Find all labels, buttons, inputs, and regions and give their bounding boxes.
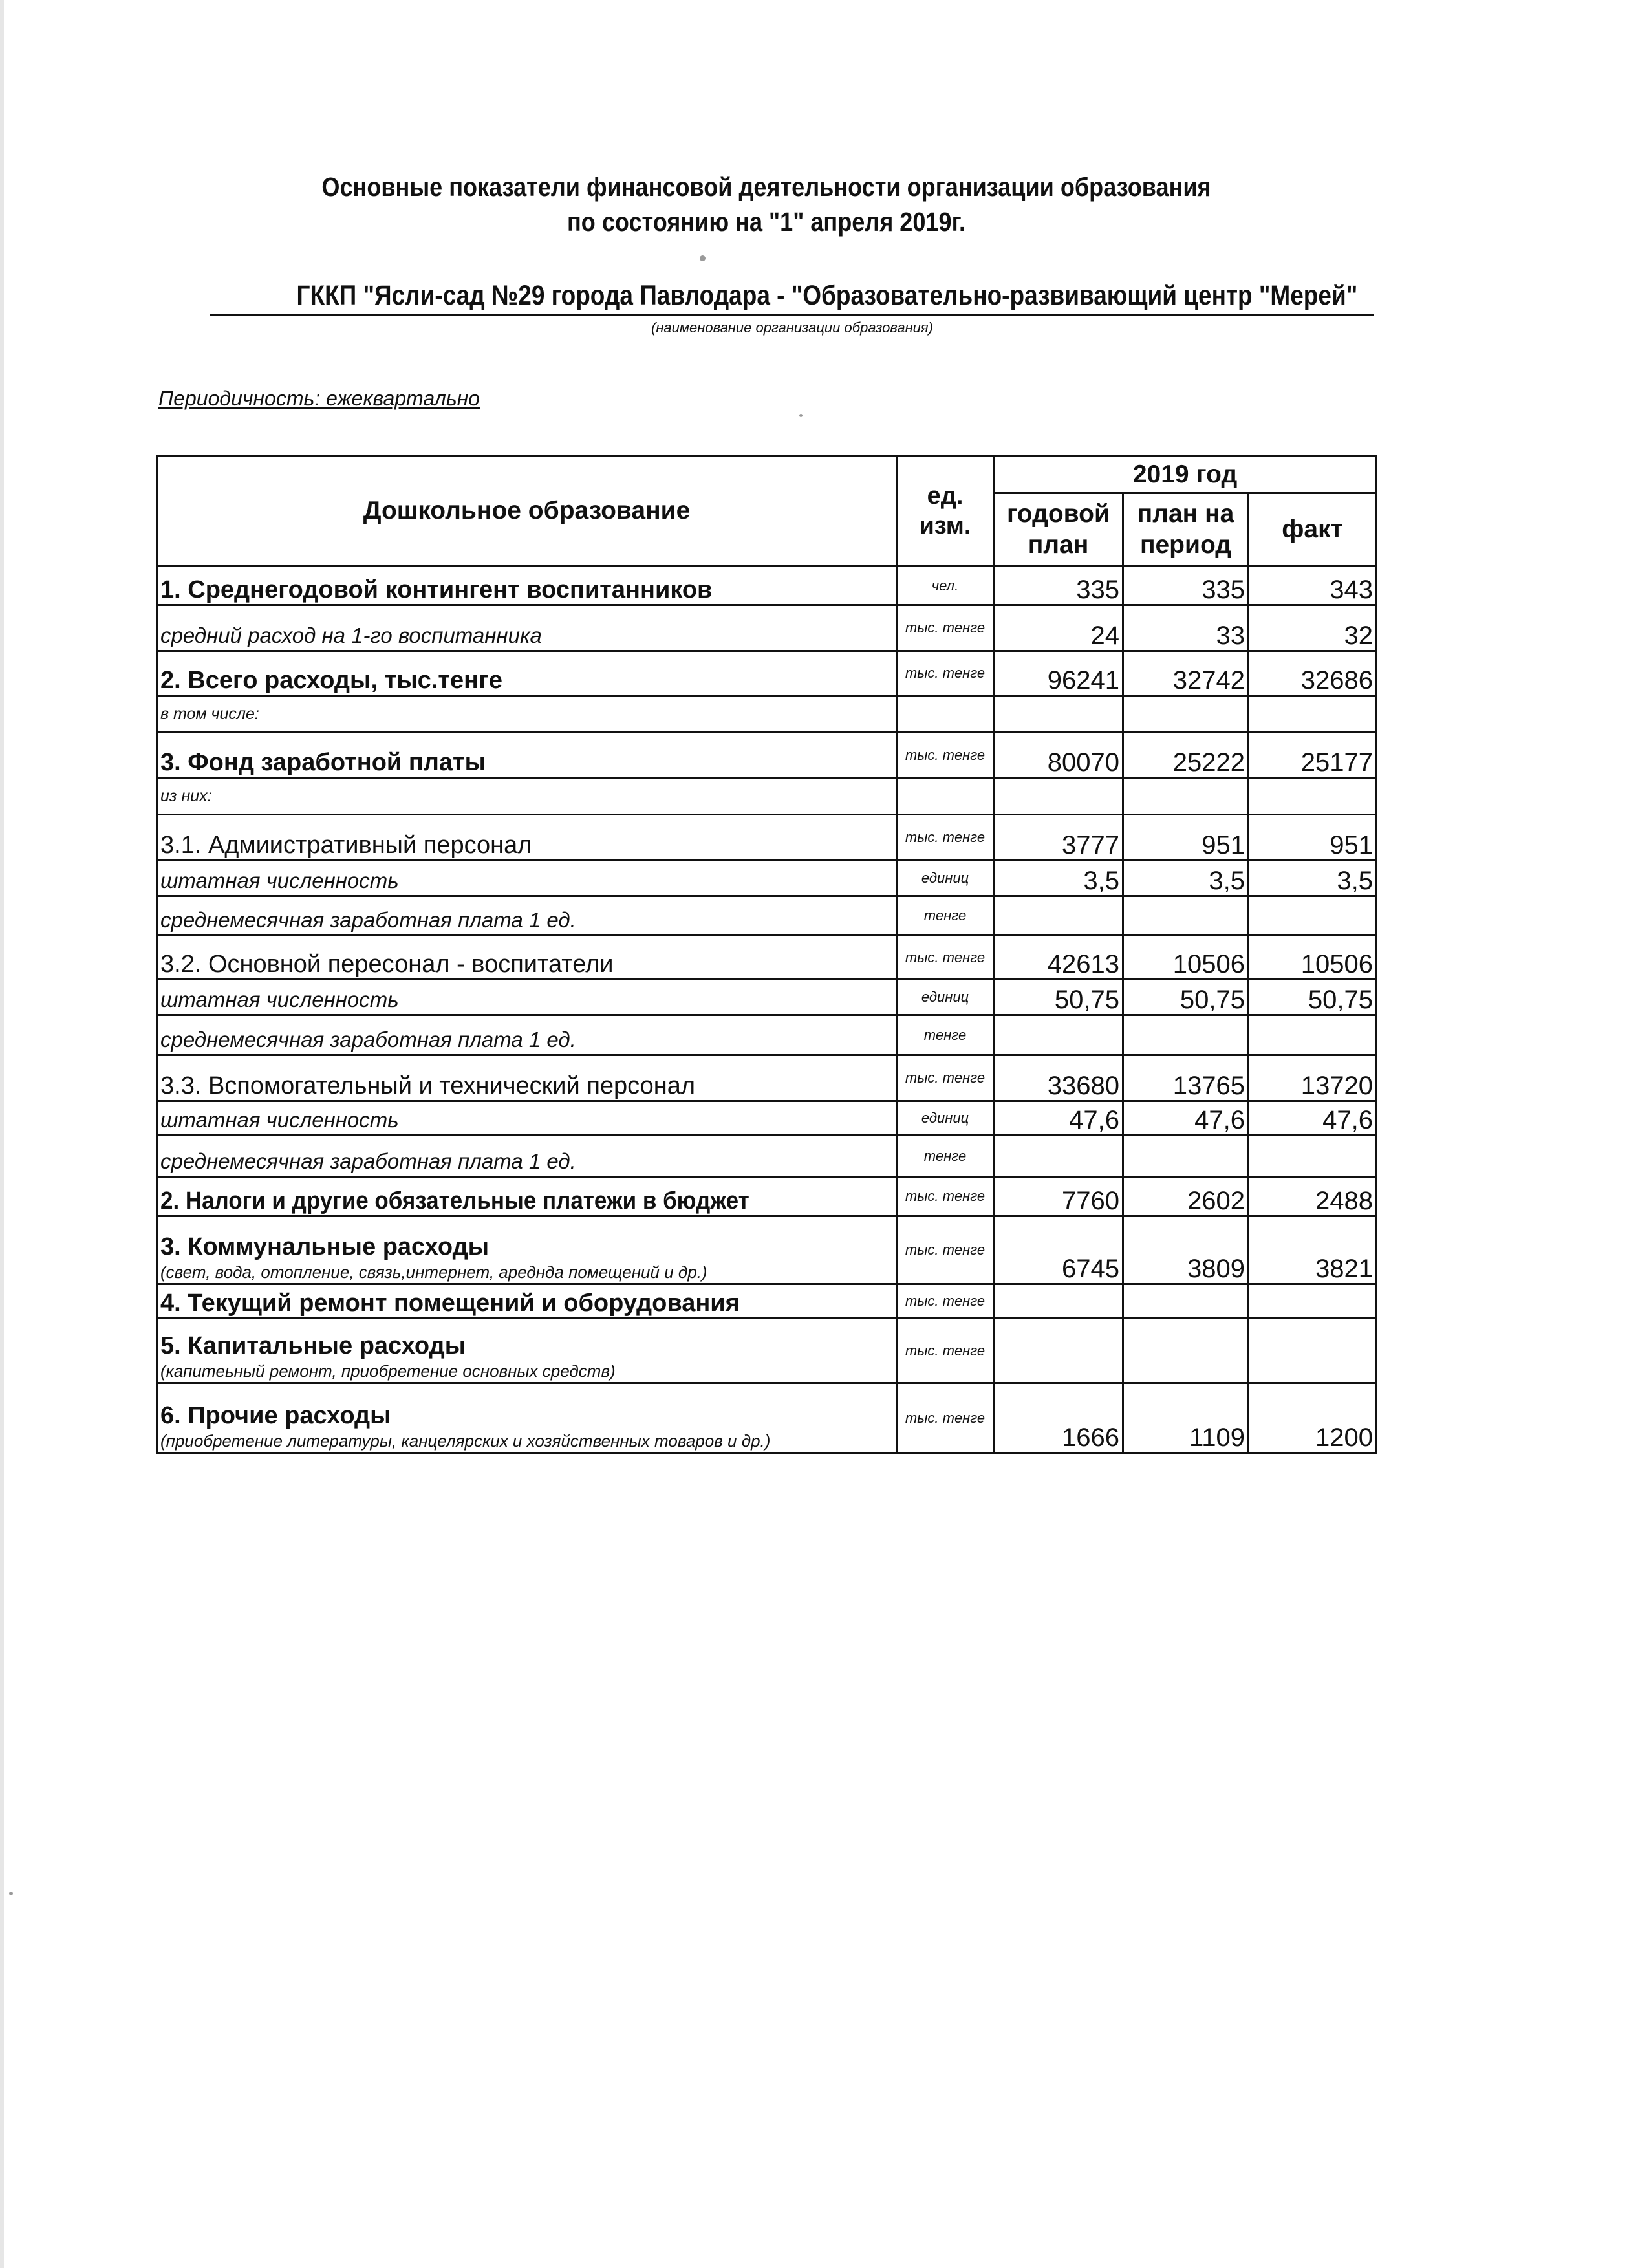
row-annual-plan: 96241 <box>994 651 1123 696</box>
row-unit <box>897 778 994 815</box>
row-annual-plan: 1666 <box>994 1383 1123 1453</box>
row-fact <box>1249 1284 1377 1319</box>
table-row <box>157 815 1377 861</box>
table-row <box>157 778 1377 815</box>
table-row <box>157 1136 1377 1177</box>
row-unit: тыс. тенге <box>897 733 994 778</box>
row-annual-plan: 7760 <box>994 1177 1123 1216</box>
row-name: 3.3. Вспомогательный и технический персонал <box>157 1055 897 1101</box>
row-annual-plan <box>994 1284 1123 1319</box>
row-unit: тыс. тенге <box>897 936 994 980</box>
row-period-plan: 3,5 <box>1123 861 1249 896</box>
row-period-plan <box>1123 1136 1249 1177</box>
row-period-plan: 10506 <box>1123 936 1249 980</box>
row-period-plan: 32742 <box>1123 651 1249 696</box>
header-fact: факт <box>1249 493 1377 567</box>
row-fact: 343 <box>1249 567 1377 605</box>
row-annual-plan <box>994 778 1123 815</box>
row-annual-plan <box>994 1136 1123 1177</box>
row-name-note: (свет, вода, отопление, связь,интернет, ареднда помещений и др.) <box>160 1262 707 1282</box>
row-name: штатная численность <box>157 861 897 896</box>
row-name: средний расход на 1-го воспитанника <box>157 605 897 651</box>
table-row <box>157 567 1377 605</box>
title-line-2: по состоянию на "1" апреля 2019г. <box>566 207 966 237</box>
row-unit: тыс. тенге <box>897 651 994 696</box>
row-unit: тенге <box>897 1136 994 1177</box>
row-fact: 10506 <box>1249 936 1377 980</box>
row-name: среднемесячная заработная плата 1 ед. <box>157 1136 897 1177</box>
row-fact <box>1249 1015 1377 1055</box>
row-fact: 2488 <box>1249 1177 1377 1216</box>
table-row <box>157 651 1377 696</box>
row-fact <box>1249 778 1377 815</box>
row-unit: тенге <box>897 896 994 936</box>
table-row <box>157 861 1377 896</box>
row-fact: 32686 <box>1249 651 1377 696</box>
row-unit: тыс. тенге <box>897 1216 994 1284</box>
row-period-plan: 951 <box>1123 815 1249 861</box>
row-unit: единиц <box>897 861 994 896</box>
row-unit <box>897 696 994 733</box>
row-annual-plan <box>994 1015 1123 1055</box>
header-period-plan: план на период <box>1123 493 1249 567</box>
row-annual-plan: 3777 <box>994 815 1123 861</box>
row-unit: тыс. тенге <box>897 1319 994 1383</box>
organization-caption: (наименование организации образования) <box>651 319 933 336</box>
row-fact: 25177 <box>1249 733 1377 778</box>
row-period-plan: 13765 <box>1123 1055 1249 1101</box>
table-header <box>157 456 1377 567</box>
table-row <box>157 605 1377 651</box>
row-fact: 1200 <box>1249 1383 1377 1453</box>
table-row <box>157 1055 1377 1101</box>
row-fact <box>1249 896 1377 936</box>
scan-speck <box>799 414 803 417</box>
row-name: среднемесячная заработная плата 1 ед. <box>157 896 897 936</box>
row-name: среднемесячная заработная плата 1 ед. <box>157 1015 897 1055</box>
table-row <box>157 936 1377 980</box>
row-period-plan: 335 <box>1123 567 1249 605</box>
row-name: 3.2. Основной пересонал - воспитатели <box>157 936 897 980</box>
row-fact <box>1249 1319 1377 1383</box>
row-fact: 32 <box>1249 605 1377 651</box>
header-unit: ед. изм. <box>897 456 994 567</box>
row-fact: 50,75 <box>1249 980 1377 1015</box>
row-name: в том числе: <box>157 696 897 733</box>
row-unit: тыс. тенге <box>897 1284 994 1319</box>
row-name-text: 6. Прочие расходы <box>160 1402 391 1429</box>
row-name: штатная численность <box>157 980 897 1015</box>
table-row <box>157 1383 1377 1453</box>
row-annual-plan: 42613 <box>994 936 1123 980</box>
table-row <box>157 1284 1377 1319</box>
row-name: 4. Текущий ремонт помещений и оборудования <box>157 1284 897 1319</box>
row-name: 3.1. Адмиистративный персонал <box>157 815 897 861</box>
row-name-note: (капитеьный ремонт, приобретение основных средств) <box>160 1361 616 1381</box>
organization-name-text: ГККП "Ясли-сад №29 города Павлодара - "Образовательно-развивающий центр "Мерей" <box>296 280 1358 311</box>
row-annual-plan <box>994 1319 1123 1383</box>
row-name-note: (приобретение литературы, канцелярских и хозяйственных товаров и др.) <box>160 1431 771 1451</box>
row-period-plan <box>1123 896 1249 936</box>
row-name: штатная численность <box>157 1101 897 1136</box>
row-period-plan <box>1123 1319 1249 1383</box>
row-period-plan: 2602 <box>1123 1177 1249 1216</box>
scan-speck <box>9 1892 13 1895</box>
row-unit: тыс. тенге <box>897 1383 994 1453</box>
row-period-plan <box>1123 696 1249 733</box>
row-name: 3. Фонд заработной платы <box>157 733 897 778</box>
row-annual-plan: 80070 <box>994 733 1123 778</box>
table-row <box>157 980 1377 1015</box>
organization-name <box>210 278 1374 316</box>
row-period-plan <box>1123 1284 1249 1319</box>
row-name: 2. Всего расходы, тыс.тенге <box>157 651 897 696</box>
table-row <box>157 696 1377 733</box>
header-annual-plan: годовой план <box>994 493 1123 567</box>
row-name: из них: <box>157 778 897 815</box>
row-unit: тыс. тенге <box>897 605 994 651</box>
row-unit: тенге <box>897 1015 994 1055</box>
row-period-plan: 25222 <box>1123 733 1249 778</box>
row-annual-plan: 3,5 <box>994 861 1123 896</box>
row-annual-plan: 6745 <box>994 1216 1123 1284</box>
row-unit: тыс. тенге <box>897 815 994 861</box>
row-fact <box>1249 696 1377 733</box>
table-row <box>157 1101 1377 1136</box>
row-period-plan: 33 <box>1123 605 1249 651</box>
row-annual-plan <box>994 896 1123 936</box>
row-fact: 47,6 <box>1249 1101 1377 1136</box>
row-name <box>157 1319 897 1383</box>
row-name-text: 2. Налоги и другие обязательные платежи в бюджет <box>160 1187 749 1215</box>
row-period-plan: 3809 <box>1123 1216 1249 1284</box>
title-line-1: Основные показатели финансовой деятельности организации образования <box>321 172 1211 202</box>
row-name: 1. Среднегодовой контингент воспитанников <box>157 567 897 605</box>
scan-speck <box>700 255 706 261</box>
row-period-plan <box>1123 778 1249 815</box>
row-annual-plan: 50,75 <box>994 980 1123 1015</box>
row-fact: 3821 <box>1249 1216 1377 1284</box>
row-annual-plan: 335 <box>994 567 1123 605</box>
row-name <box>157 1177 897 1216</box>
row-fact: 3,5 <box>1249 861 1377 896</box>
table-row <box>157 1177 1377 1216</box>
table-row <box>157 1015 1377 1055</box>
row-name <box>157 1216 897 1284</box>
row-period-plan: 47,6 <box>1123 1101 1249 1136</box>
table-row <box>157 1216 1377 1284</box>
row-fact: 13720 <box>1249 1055 1377 1101</box>
row-unit: тыс. тенге <box>897 1177 994 1216</box>
row-unit: единиц <box>897 1101 994 1136</box>
row-annual-plan <box>994 696 1123 733</box>
row-unit: единиц <box>897 980 994 1015</box>
table-row <box>157 1319 1377 1383</box>
table-row <box>157 733 1377 778</box>
financial-indicators-table <box>156 455 1377 1454</box>
row-period-plan <box>1123 1015 1249 1055</box>
row-unit: чел. <box>897 567 994 605</box>
row-unit: тыс. тенге <box>897 1055 994 1101</box>
scan-edge <box>0 0 4 2268</box>
header-year: 2019 год <box>994 456 1377 493</box>
row-period-plan: 1109 <box>1123 1383 1249 1453</box>
row-name-text: 3. Коммунальные расходы <box>160 1233 490 1260</box>
row-period-plan: 50,75 <box>1123 980 1249 1015</box>
row-name-text: 5. Капитальные расходы <box>160 1332 466 1359</box>
row-name <box>157 1383 897 1453</box>
row-fact <box>1249 1136 1377 1177</box>
periodicity-label: Периодичность: ежеквартально <box>158 387 480 410</box>
table-row <box>157 896 1377 936</box>
row-annual-plan: 24 <box>994 605 1123 651</box>
table-body <box>157 567 1377 1453</box>
row-annual-plan: 33680 <box>994 1055 1123 1101</box>
header-section: Дошкольное образование <box>157 456 897 567</box>
row-annual-plan: 47,6 <box>994 1101 1123 1136</box>
row-fact: 951 <box>1249 815 1377 861</box>
